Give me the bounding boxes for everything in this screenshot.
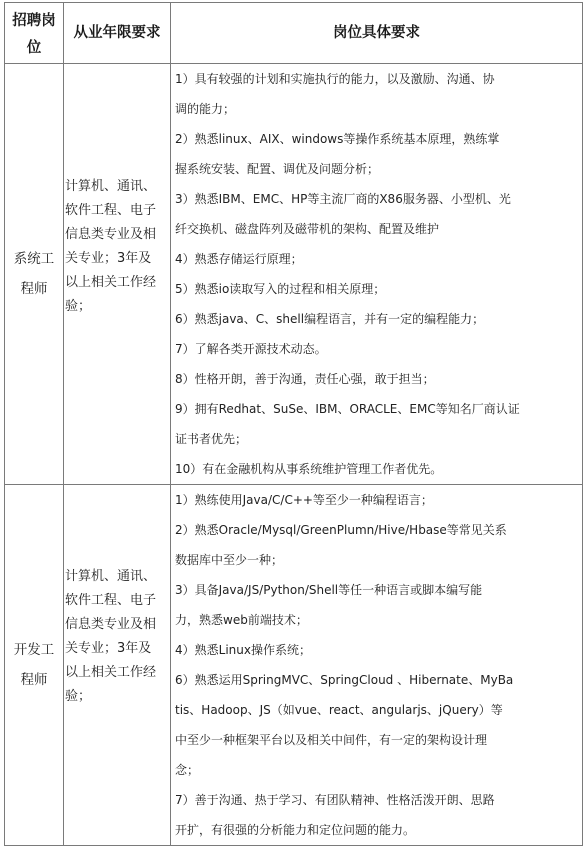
experience-line: 软件工程、电子 (65, 203, 157, 218)
experience-line: 关专业；3年及 (65, 641, 152, 656)
detail-line: 4）熟悉存储运行原理； (175, 252, 303, 266)
detail-line: 4）熟悉Linux操作系统； (175, 643, 311, 657)
position-line: 程师 (20, 281, 48, 297)
detail-line: 证书者优先； (175, 432, 248, 446)
detail-line: 9）拥有Redhat、SuSe、IBM、ORACLE、EMC等知名厂商认证 (175, 402, 520, 416)
column-divider (170, 3, 171, 845)
details-cell (175, 64, 576, 484)
experience-line: 信息类专业及相 (65, 227, 157, 242)
detail-line: 纤交换机、磁盘阵列及磁带机的架构、配置及维护 (175, 222, 440, 236)
detail-line: 5）熟悉io读取写入的过程和相关原理； (175, 282, 386, 296)
detail-line: 1）具有较强的计划和实施执行的能力，以及激励、沟通、协 (175, 72, 495, 86)
detail-line: tis、Hadoop、JS（如vue、react、angularjs、jQuery）等 (175, 703, 503, 717)
header-position-line: 招聘岗 (12, 13, 56, 29)
detail-line: 1）熟练使用Java/C/C++等至少一种编程语言； (175, 493, 433, 507)
experience-line: 验； (65, 689, 92, 704)
detail-line: 2）熟悉linux、AIX、windows等操作系统基本原理，熟练掌 (175, 132, 500, 146)
recruitment-table (4, 2, 583, 846)
position-line: 开发工 (13, 642, 55, 658)
header-details: 岗位具体要求 (333, 25, 420, 41)
detail-line: 10）有在金融机构从事系统维护管理工作者优先。 (175, 462, 443, 476)
detail-line: 念； (175, 763, 200, 777)
detail-line: 6）熟悉运用SpringMVC、SpringCloud 、Hibernate、MyBa (175, 673, 514, 687)
experience-line: 以上相关工作经 (65, 275, 157, 290)
detail-line: 数据库中至少一种； (175, 553, 284, 567)
header-experience: 从业年限要求 (73, 25, 161, 41)
experience-line: 关专业；3年及 (65, 251, 152, 266)
detail-line: 调的能力； (175, 102, 236, 116)
detail-line: 7）善于沟通、热于学习、有团队精神、性格活泼开朗、思路 (175, 793, 495, 807)
experience-line: 软件工程、电子 (65, 593, 157, 608)
position-line: 程师 (20, 672, 48, 688)
position-cell (5, 485, 63, 845)
column-divider (63, 3, 64, 845)
detail-line: 3）熟悉IBM、EMC、HP等主流厂商的X86服务器、小型机、光 (175, 192, 511, 206)
position-cell (5, 64, 63, 484)
header-position-line: 位 (26, 40, 42, 56)
experience-cell (65, 565, 170, 709)
detail-line: 7）了解各类开源技术动态。 (175, 342, 327, 356)
experience-line: 验； (65, 299, 92, 314)
detail-line: 8）性格开朗，善于沟通，责任心强，敢于担当； (175, 372, 435, 386)
detail-line: 6）熟悉java、C、shell编程语言，并有一定的编程能力； (175, 312, 485, 326)
detail-line: 开扩，有很强的分析能力和定位问题的能力。 (175, 823, 416, 837)
header-position (5, 3, 63, 63)
experience-line: 以上相关工作经 (65, 665, 157, 680)
details-cell (175, 485, 576, 845)
position-line: 系统工 (13, 251, 55, 267)
detail-line: 握系统安装、配置、调优及问题分析； (175, 162, 380, 176)
experience-cell (65, 175, 170, 319)
experience-line: 计算机、通讯、 (65, 179, 157, 194)
experience-line: 计算机、通讯、 (65, 569, 157, 584)
detail-line: 中至少一种框架平台以及相关中间件，有一定的架构设计理 (175, 733, 488, 747)
experience-line: 信息类专业及相 (65, 617, 157, 632)
detail-line: 3）具备Java/JS/Python/Shell等任一种语言或脚本编写能 (175, 583, 483, 597)
detail-line: 力，熟悉web前端技术； (175, 613, 308, 627)
detail-line: 2）熟悉Oracle/Mysql/GreenPlumn/Hive/Hbase等常见关系 (175, 523, 507, 537)
